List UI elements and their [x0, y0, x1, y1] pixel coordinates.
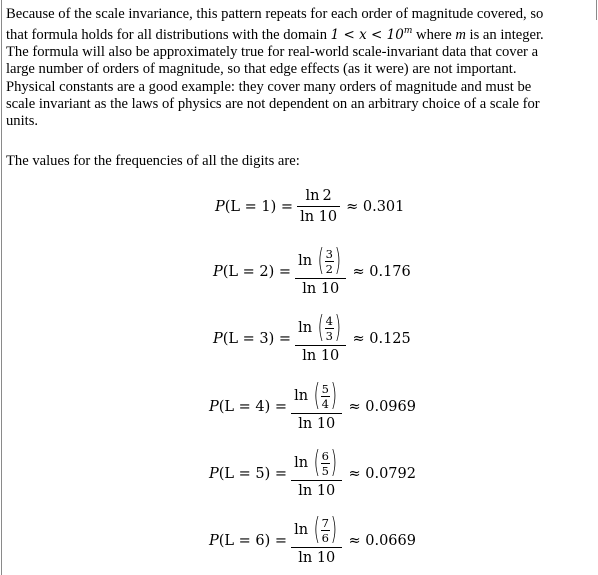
intro-sentence: The values for the frequencies of all the digits are:	[6, 153, 300, 169]
equation-digit-5	[209, 445, 416, 499]
fraction-denominator: ln 10	[298, 416, 336, 432]
equation-lhs: P(L = 3) =	[213, 330, 292, 347]
paragraph-line: units.	[6, 113, 39, 130]
fraction-numerator: ln ( 3 2 )	[298, 243, 341, 278]
equation-fraction	[295, 310, 346, 364]
equation-lhs: P(L = 5) =	[209, 465, 288, 482]
approx-value: ≈ 0.301	[346, 198, 405, 215]
approx-value: ≈ 0.0792	[348, 465, 416, 482]
equation-lhs: P(L = 1) =	[215, 198, 294, 215]
fraction-denominator: ln 10	[298, 483, 336, 499]
fraction-denominator: ln 10	[302, 281, 340, 297]
math-exponent: m	[403, 26, 413, 37]
approx-value: ≈ 0.0969	[348, 398, 416, 415]
paragraph-line: scale invariant as the laws of physics are not dependent on an arbitrary choice of a scale for	[6, 95, 540, 112]
fraction-denominator: ln 10	[302, 348, 340, 364]
paragraph-line: Because of the scale invariance, this pattern repeats for each order of magnitude covered, so	[6, 6, 544, 22]
text-run: that formula holds for all distributions with the domain	[6, 27, 331, 44]
paragraph-line: Physical constants are a good example: they cover many orders of magnitude and must be	[6, 78, 532, 95]
approx-value: ≈ 0.176	[352, 263, 411, 280]
fraction-numerator: ln 2	[305, 188, 332, 204]
fraction-denominator: ln 10	[298, 550, 336, 566]
equation-lhs: P(L = 2) =	[213, 263, 292, 280]
paragraph-line: large number of orders of magnitude, so that edge effects (as it were) are not important.	[6, 61, 517, 78]
equation-lhs: P(L = 6) =	[209, 532, 288, 549]
equation-digit-1	[215, 188, 404, 225]
equation-fraction	[291, 445, 342, 499]
fraction-denominator: ln 10	[300, 209, 338, 225]
paragraph-line: The formula will also be approximately true for real-world scale-invariant data that cover a	[6, 44, 539, 61]
body-paragraph	[6, 6, 596, 130]
equation-fraction	[295, 243, 346, 297]
text-run: where	[412, 27, 456, 44]
math-domain: 1 < x < 10	[330, 27, 404, 44]
equation-digit-4	[209, 378, 416, 432]
fraction-numerator: ln ( 7 6 )	[294, 512, 337, 547]
paragraph-line	[6, 23, 596, 44]
text-run: is an integer.	[465, 27, 544, 44]
equation-digit-6	[209, 512, 416, 566]
equation-fraction	[291, 512, 342, 566]
fraction-numerator: ln ( 6 5 )	[294, 445, 337, 480]
fraction-numerator: ln ( 4 3 )	[298, 310, 341, 345]
equation-fraction	[297, 188, 340, 225]
equation-digit-3	[213, 310, 411, 364]
approx-value: ≈ 0.125	[352, 330, 411, 347]
equation-fraction	[291, 378, 342, 432]
fraction-numerator: ln ( 5 4 )	[294, 378, 337, 413]
equation-digit-2	[213, 243, 411, 297]
page-border-right	[596, 0, 597, 20]
math-variable: m	[455, 27, 466, 44]
page-border-left	[1, 0, 2, 575]
equation-lhs: P(L = 4) =	[209, 398, 288, 415]
approx-value: ≈ 0.0669	[348, 532, 416, 549]
